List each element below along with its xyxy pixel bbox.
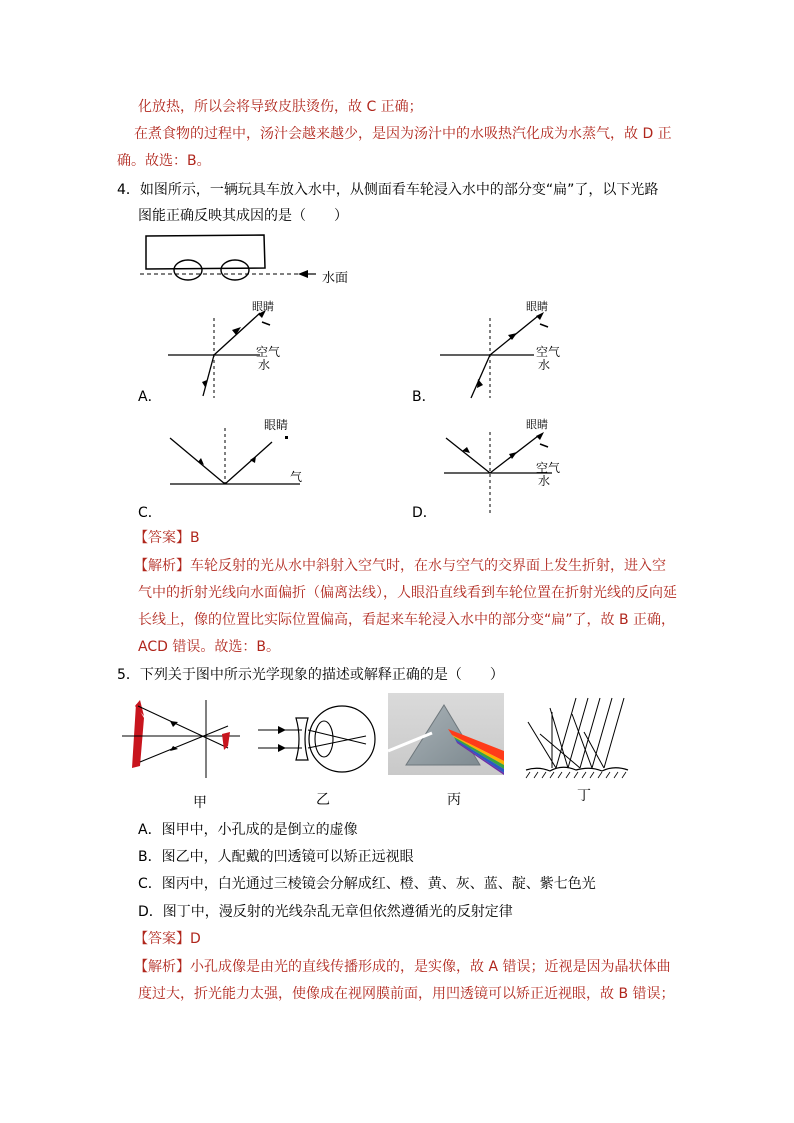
eye-icon bbox=[262, 322, 270, 325]
eye-icon bbox=[536, 432, 544, 440]
eyeball bbox=[309, 706, 375, 772]
figure-ding-label: 丁 bbox=[577, 788, 591, 804]
q4-analysis-line-1 bbox=[134, 556, 666, 576]
water-surface-label: 水面 bbox=[322, 271, 349, 286]
q5-stem: 5．下列关于图中所示光学现象的描述或解释正确的是（ ） bbox=[117, 667, 504, 683]
option-a-label: A． bbox=[138, 389, 162, 405]
ray-top bbox=[138, 706, 228, 748]
option-a-water-label: 水 bbox=[258, 358, 271, 372]
option-a-eye-label: 眼睛 bbox=[252, 300, 274, 313]
q4-stem-line-1: 4．如图所示，一辆玩具车放入水中，从侧面看车轮浸入水中的部分变“扁”了，以下光路 bbox=[117, 182, 659, 198]
rough-surface bbox=[526, 767, 628, 771]
q5-analysis-line-2: 度过大，折光能力太强，使像成在视网膜前面，用凹透镜可以矫正近视眼，故 B 错误； bbox=[138, 986, 675, 1002]
analysis-tag: 【解析】 bbox=[134, 558, 190, 574]
figure-jia-label: 甲 bbox=[193, 795, 207, 811]
answer-value: B bbox=[190, 530, 200, 546]
option-b-label: B． bbox=[412, 389, 436, 405]
q4-analysis-line-2: 气中的折射光线向水面偏折（偏离法线），人眼沿直线看到车轮位置在折射光线的反向延 bbox=[138, 585, 677, 601]
prev-analysis-line-2: 在煮食物的过程中，汤汁会越来越少，是因为汤汁中的水吸热汽化成为水蒸气，故 D 正 bbox=[134, 126, 672, 142]
answer-tag: 【答案】 bbox=[134, 931, 190, 947]
figure-bing-label: 丙 bbox=[447, 792, 461, 808]
crystalline-lens bbox=[315, 721, 333, 757]
q5-analysis-line-1 bbox=[134, 957, 670, 977]
ray-arrow bbox=[278, 744, 286, 752]
option-d-water-label: 水 bbox=[538, 474, 551, 488]
ray-arrow bbox=[250, 456, 256, 463]
analysis-tag: 【解析】 bbox=[134, 959, 190, 975]
q4-analysis-line-4: ACD 错误。故选：B。 bbox=[138, 639, 280, 655]
option-b-water-label: 水 bbox=[538, 358, 551, 372]
q5-answer bbox=[134, 929, 201, 949]
ray-left bbox=[170, 438, 225, 484]
prev-analysis-line-1: 化放热，所以会将导致皮肤烫伤，故 C 正确； bbox=[138, 99, 423, 115]
ray-left bbox=[446, 438, 490, 473]
ray-bottom bbox=[140, 726, 228, 762]
q5-option-a: A．图甲中，小孔成的是倒立的虚像 bbox=[138, 822, 358, 838]
analysis-text: 小孔成像是由光的直线传播形成的，是实像，故 A 错误；近视是因为晶状体曲 bbox=[190, 959, 671, 975]
ray-right bbox=[225, 442, 272, 484]
answer-tag: 【答案】 bbox=[134, 530, 190, 546]
q4-analysis-line-3: 长线上，像的位置比实际位置偏高，看起来车轮浸入水中的部分变“扁”了，故 B 正确， bbox=[138, 612, 676, 628]
eye-icon bbox=[540, 444, 548, 447]
answer-value: D bbox=[190, 931, 201, 947]
option-c-eye-label: 眼睛 bbox=[264, 418, 289, 432]
ray-arrow bbox=[477, 379, 483, 388]
figure-ding-diffuse bbox=[520, 694, 632, 782]
ray-water bbox=[203, 355, 214, 396]
option-d-label: D． bbox=[412, 505, 437, 521]
q5-option-c: C．图丙中，白光通过三棱镜会分解成红、橙、黄、灰、蓝、靛、紫七色光 bbox=[138, 876, 596, 892]
figure-yi-eye-lens bbox=[254, 700, 380, 780]
option-c-qi-label: 气 bbox=[290, 470, 303, 484]
figure-yi-label: 乙 bbox=[316, 792, 330, 808]
ray-water bbox=[471, 355, 490, 398]
option-d-diagram bbox=[440, 420, 590, 520]
option-b-diagram bbox=[440, 300, 590, 400]
option-c-label: C． bbox=[138, 505, 162, 521]
option-a-diagram bbox=[160, 300, 310, 400]
analysis-text: 车轮反射的光从水中斜射入空气时，在水与空气的交界面上发生折射，进入空 bbox=[190, 558, 666, 574]
concave-lens bbox=[296, 718, 308, 760]
option-b-air-label: 空气 bbox=[536, 345, 561, 359]
reflected-rays bbox=[528, 708, 604, 768]
option-d-air-label: 空气 bbox=[536, 461, 561, 475]
option-d-eye-label: 眼睛 bbox=[526, 418, 548, 431]
prev-analysis-line-3: 确。故选：B。 bbox=[117, 153, 211, 169]
figure-jia-pinhole bbox=[122, 696, 242, 782]
q5-option-b: B．图乙中，人配戴的凹透镜可以矫正远视眼 bbox=[138, 849, 414, 865]
eye-icon bbox=[285, 436, 288, 439]
figure-bing-prism bbox=[388, 693, 504, 775]
car-body bbox=[146, 235, 265, 269]
option-b-eye-label: 眼睛 bbox=[526, 300, 548, 313]
arrow-head bbox=[298, 270, 308, 278]
incident-rays bbox=[556, 698, 624, 768]
ray-air bbox=[214, 313, 260, 355]
q5-option-d: D．图丁中，漫反射的光线杂乱无章但依然遵循光的反射定律 bbox=[138, 904, 513, 920]
car-wheel-right bbox=[221, 260, 249, 280]
ray-arrow bbox=[278, 726, 286, 734]
q4-stem-line-2: 图能正确反映其成因的是（ ） bbox=[138, 208, 348, 224]
eye-icon bbox=[540, 324, 548, 327]
surface-hatching bbox=[526, 772, 626, 778]
q4-answer bbox=[134, 528, 200, 548]
car-wheel-left bbox=[174, 260, 202, 280]
option-a-air-label: 空气 bbox=[256, 345, 281, 359]
inverted-image bbox=[222, 732, 230, 750]
